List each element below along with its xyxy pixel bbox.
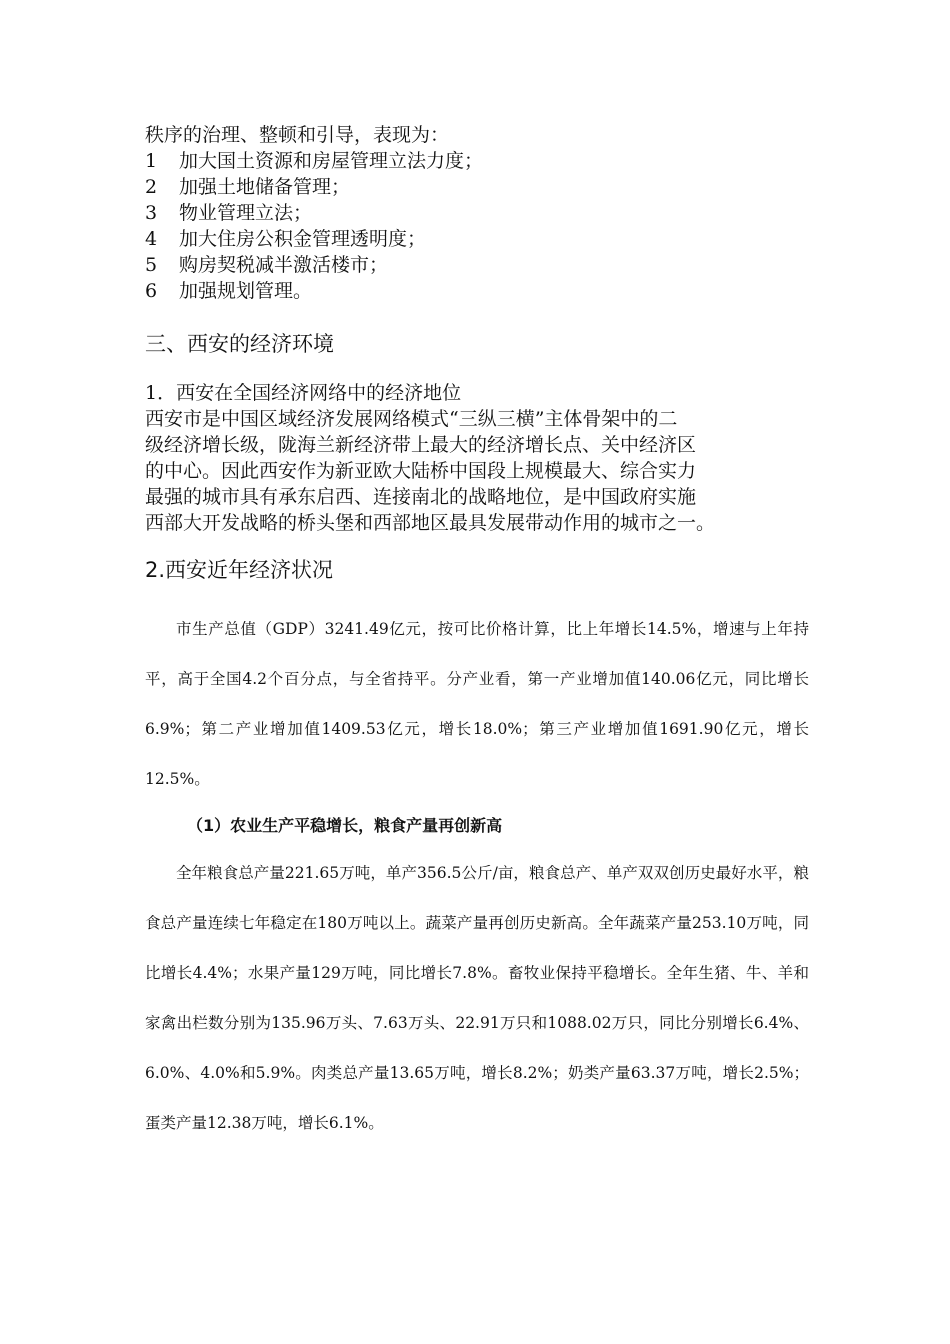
page-content	[145, 122, 815, 1148]
paragraph-line: 最强的城市具有承东启西、连接南北的战略地位，是中国政府实施	[145, 486, 697, 508]
list-item: 1 加大国土资源和房屋管理立法力度；	[145, 150, 484, 172]
list-item: 5 购房契税减半激活楼市；	[145, 254, 389, 276]
paragraph-line: 的中心。因此西安作为新亚欧大陆桥中国段上规模最大、综合实力	[145, 460, 697, 482]
subsection-title: 1．西安在全国经济网络中的经济地位	[145, 382, 462, 404]
list-item: 4 加大住房公积金管理透明度；	[145, 228, 427, 250]
list-item: 2 加强土地储备管理；	[145, 176, 351, 198]
paragraph-line: 级经济增长级，陇海兰新经济带上最大的经济增长点、关中经济区	[145, 434, 697, 456]
agriculture-heading: （1）农业生产平稳增长，粮食产量再创新高	[187, 816, 503, 835]
section-heading: 三、西安的经济环境	[145, 332, 334, 356]
paragraph-line: 西部大开发战略的桥头堡和西部地区最具发展带动作用的城市之一。	[145, 512, 716, 534]
list-item: 3 物业管理立法；	[145, 202, 313, 224]
agriculture-paragraph: 全年粮食总产量221.65万吨，单产356.5公斤/亩，粮食总产、单产双双创历史最好水平，粮食总产量连续七年稳定在180万吨以上。蔬菜产量再创历史新高。全年蔬菜产量253.10万吨，同比增长4.4%；水果产量129万吨，同比增长7.8%。畜牧业保持平稳增长。全年生猪、牛、羊和家禽出栏数分别为135.96万头、7.63万头、22.91万只和1088.02万只，同比分别增长6.4%、6.0%、4.0%和5.9%。肉类总产量13.65万吨，增长8.2%；奶类产量63.37万吨，增长2.5%；蛋类产量12.38万吨，增长6.1%。	[145, 864, 809, 1132]
economic-status-section	[145, 380, 815, 536]
subsection-heading: 2.西安近年经济状况	[145, 558, 334, 582]
list-item: 6 加强规划管理。	[145, 280, 313, 302]
measures-list	[145, 148, 815, 304]
intro-text: 秩序的治理、整顿和引导，表现为：	[145, 124, 450, 146]
paragraph-line: 西安市是中国区域经济发展网络模式“三纵三横”主体骨架中的二	[145, 408, 678, 430]
gdp-paragraph: 市生产总值（GDP）3241.49亿元，按可比价格计算，比上年增长14.5%，增速与上年持平，高于全国4.2个百分点，与全省持平。分产业看，第一产业增加值140.06亿元，同比增长6.9%；第二产业增加值1409.53亿元，增长18.0%；第三产业增加值1691.90亿元，增长12.5%。	[145, 620, 809, 788]
